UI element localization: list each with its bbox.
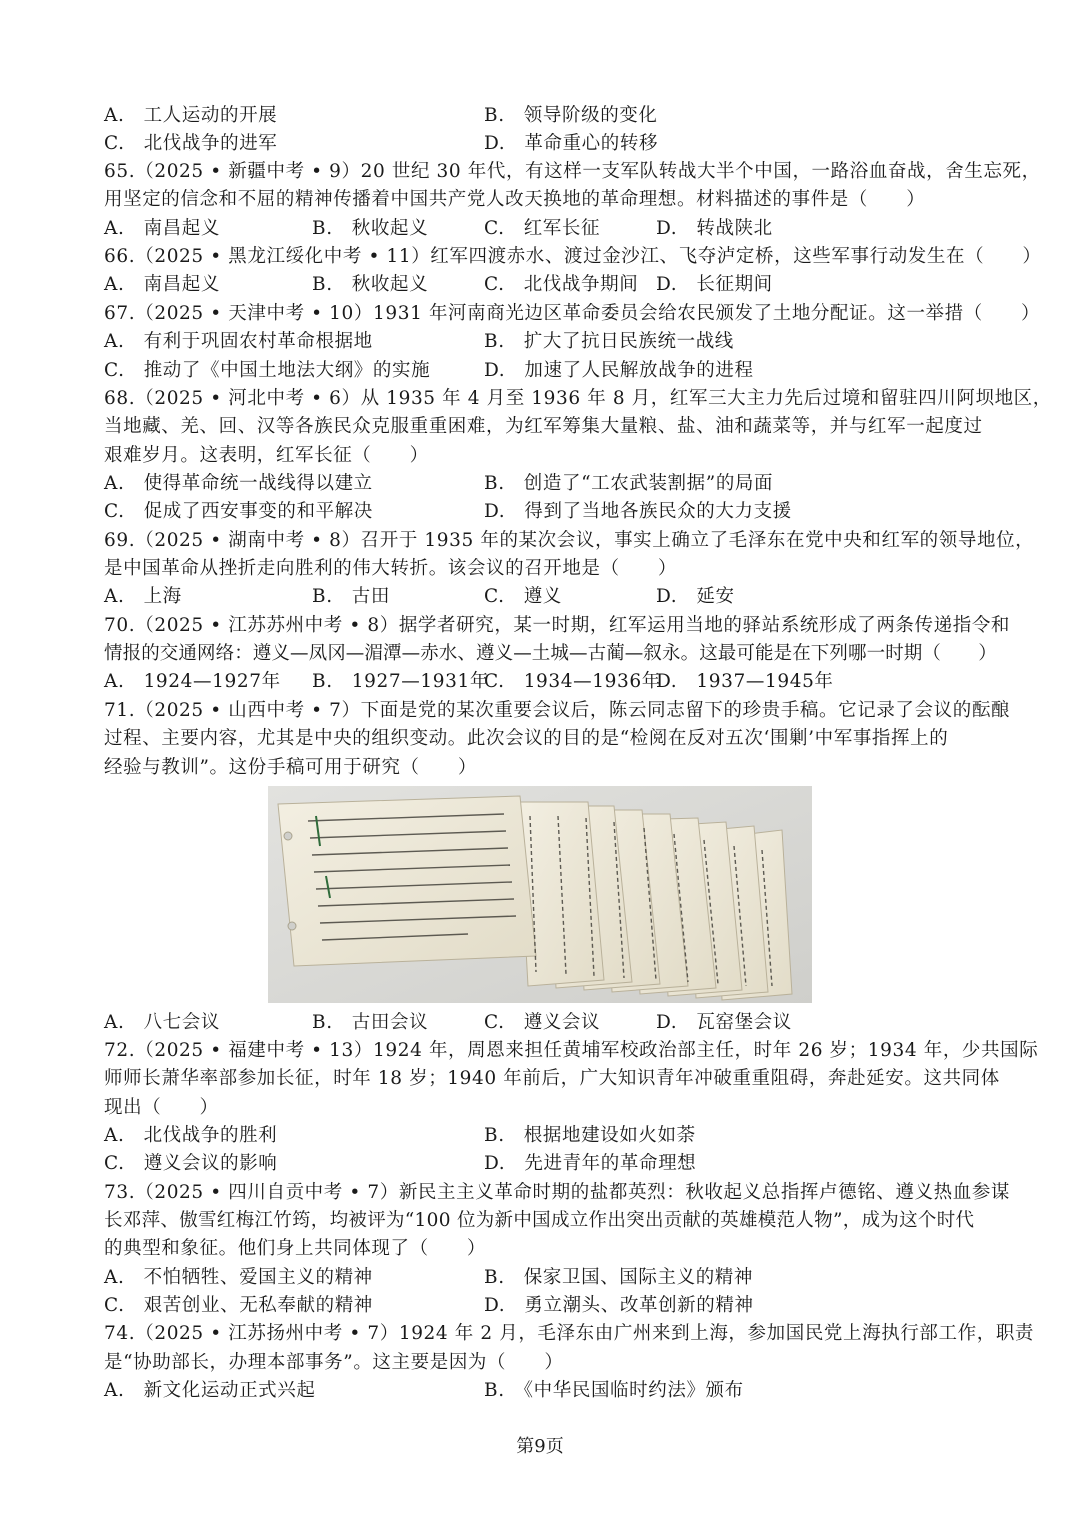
option-d: D. 瓦窑堡会议 bbox=[656, 1012, 792, 1033]
q65-stem-line: 用坚定的信念和不屈的精神传播着中国共产党人改天换地的革命理想。材料描述的事件是（ ） bbox=[104, 189, 926, 210]
q71-stem-line: 71.（2025 • 山西中考 • 7）下面是党的某次重要会议后，陈云同志留下的珍贵手稿。它记录了会议的酝酿 bbox=[104, 700, 1011, 721]
option-d: D. 长征期间 bbox=[656, 274, 773, 295]
option-b: B. 扩大了抗日民族统一战线 bbox=[484, 331, 734, 352]
option-a: A. 1924—1927年 bbox=[104, 671, 281, 692]
option-c: C. 北伐战争期间 bbox=[484, 274, 639, 295]
option-b: B. 秋收起义 bbox=[312, 218, 429, 239]
option-a: A. 工人运动的开展 bbox=[104, 105, 278, 126]
option-d: D. 得到了当地各族民众的大力支援 bbox=[484, 501, 792, 522]
option-c: C. 遵义 bbox=[484, 586, 562, 607]
q71-stem-line: 过程、主要内容，尤其是中央的组织变动。此次会议的目的是“检阅在反对五次‘围剿’中军事指挥上的 bbox=[104, 728, 949, 749]
option-b: B. 古田会议 bbox=[312, 1012, 429, 1033]
page-number: 第9页 bbox=[516, 1436, 564, 1457]
option-c: C. 红军长征 bbox=[484, 218, 601, 239]
option-c: C. 遵义会议的影响 bbox=[104, 1153, 278, 1174]
option-c: C. 遵义会议 bbox=[484, 1012, 601, 1033]
option-a: A. 八七会议 bbox=[104, 1012, 220, 1033]
q70-stem-line: 情报的交通网络：遵义—凤冈—湄潭—赤水、遵义—土城—古蔺—叙永。这最可能是在下列哪一时期（ ） bbox=[104, 643, 997, 664]
option-b: B. 《中华民国临时约法》颁布 bbox=[484, 1380, 744, 1401]
option-a: A. 北伐战争的胜利 bbox=[104, 1125, 278, 1146]
q66-stem-line: 66.（2025 • 黑龙江绥化中考 • 11）红军四渡赤水、渡过金沙江、飞夺泸定桥，这些军事行动发生在（ ） bbox=[104, 246, 1042, 267]
q73-stem-line: 的典型和象征。他们身上共同体现了（ ） bbox=[104, 1238, 487, 1259]
option-a: A. 不怕牺牲、爱国主义的精神 bbox=[104, 1267, 373, 1288]
option-b: B. 创造了“工农武装割据”的局面 bbox=[484, 473, 774, 494]
option-b: B. 1927—1931年 bbox=[312, 671, 489, 692]
manuscript-photo bbox=[268, 786, 812, 1003]
q69-stem-line: 69.（2025 • 湖南中考 • 8）召开于 1935 年的某次会议，事实上确立了毛泽东在党中央和红军的领导地位， bbox=[104, 530, 1035, 551]
option-a: A. 南昌起义 bbox=[104, 218, 220, 239]
option-c: C. 推动了《中国土地法大纲》的实施 bbox=[104, 360, 431, 381]
q73-stem-line: 73.（2025 • 四川自贡中考 • 7）新民主主义革命时期的盐都英烈：秋收起义总指挥卢德铭、遵义热血参谋 bbox=[104, 1182, 1011, 1203]
option-d: D. 勇立潮头、改革创新的精神 bbox=[484, 1295, 754, 1316]
option-b: B. 古田 bbox=[312, 586, 390, 607]
option-c: C. 1934—1936年 bbox=[484, 671, 661, 692]
option-c: C. 北伐战争的进军 bbox=[104, 133, 278, 154]
q67-stem-line: 67.（2025 • 天津中考 • 10）1931 年河南商光边区革命委员会给农民颁发了土地分配证。这一举措（ ） bbox=[104, 303, 1041, 324]
q68-stem-line: 艰难岁月。这表明，红军长征（ ） bbox=[104, 445, 429, 466]
option-c: C. 促成了西安事变的和平解决 bbox=[104, 501, 373, 522]
q74-stem-line: 74.（2025 • 江苏扬州中考 • 7）1924 年 2 月，毛泽东由广州来到上海，参加国民党上海执行部工作，职责 bbox=[104, 1323, 1035, 1344]
q69-stem-line: 是中国革命从挫折走向胜利的伟大转折。该会议的召开地是（ ） bbox=[104, 558, 678, 579]
q72-stem-line: 师师长萧华率部参加长征，时年 18 岁；1940 年前后，广大知识青年冲破重重阻碍，奔赴延安。这共同体 bbox=[104, 1068, 1000, 1089]
q72-stem-line: 72.（2025 • 福建中考 • 13）1924 年，周恩来担任黄埔军校政治部主任，时年 26 岁；1934 年，少共国际 bbox=[104, 1040, 1039, 1061]
q74-stem-line: 是“协助部长，办理本部事务”。这主要是因为（ ） bbox=[104, 1352, 564, 1373]
q68-stem-line: 68.（2025 • 河北中考 • 6）从 1935 年 4 月至 1936 年 8 月，红军三大主力先后过境和留驻四川阿坝地区， bbox=[104, 388, 1052, 409]
option-a: A. 有利于巩固农村革命根据地 bbox=[104, 331, 373, 352]
option-d: D. 延安 bbox=[656, 586, 735, 607]
q73-stem-line: 长邓萍、傲雪红梅江竹筠，均被评为“100 位为新中国成立作出突出贡献的英雄模范人物”，成为这个时代 bbox=[104, 1210, 975, 1231]
option-b: B. 领导阶级的变化 bbox=[484, 105, 658, 126]
q68-stem-line: 当地藏、羌、回、汉等各族民众克服重重困难，为红军筹集大量粮、盐、油和蔬菜等，并与红军一起度过 bbox=[104, 416, 983, 437]
q70-stem-line: 70.（2025 • 江苏苏州中考 • 8）据学者研究，某一时期，红军运用当地的驿站系统形成了两条传递指令和 bbox=[104, 615, 1011, 636]
q65-stem-line: 65.（2025 • 新疆中考 • 9）20 世纪 30 年代，有这样一支军队转战大半个中国，一路浴血奋战，舍生忘死， bbox=[104, 161, 1041, 182]
option-d: D. 加速了人民解放战争的进程 bbox=[484, 360, 754, 381]
option-b: B. 保家卫国、国际主义的精神 bbox=[484, 1267, 753, 1288]
option-a: A. 使得革命统一战线得以建立 bbox=[104, 473, 373, 494]
q71-stem-line: 经验与教训”。这份手稿可用于研究（ ） bbox=[104, 757, 477, 778]
option-a: A. 南昌起义 bbox=[104, 274, 220, 295]
option-a: A. 上海 bbox=[104, 586, 182, 607]
manuscript-pages-illustration bbox=[268, 786, 812, 1003]
option-a: A. 新文化运动正式兴起 bbox=[104, 1380, 316, 1401]
option-b: B. 根据地建设如火如荼 bbox=[484, 1125, 696, 1146]
option-d: D. 革命重心的转移 bbox=[484, 133, 659, 154]
option-d: D. 1937—1945年 bbox=[656, 671, 834, 692]
q72-stem-line: 现出（ ） bbox=[104, 1097, 219, 1118]
option-b: B. 秋收起义 bbox=[312, 274, 429, 295]
option-d: D. 先进青年的革命理想 bbox=[484, 1153, 697, 1174]
option-d: D. 转战陕北 bbox=[656, 218, 773, 239]
option-c: C. 艰苦创业、无私奉献的精神 bbox=[104, 1295, 373, 1316]
